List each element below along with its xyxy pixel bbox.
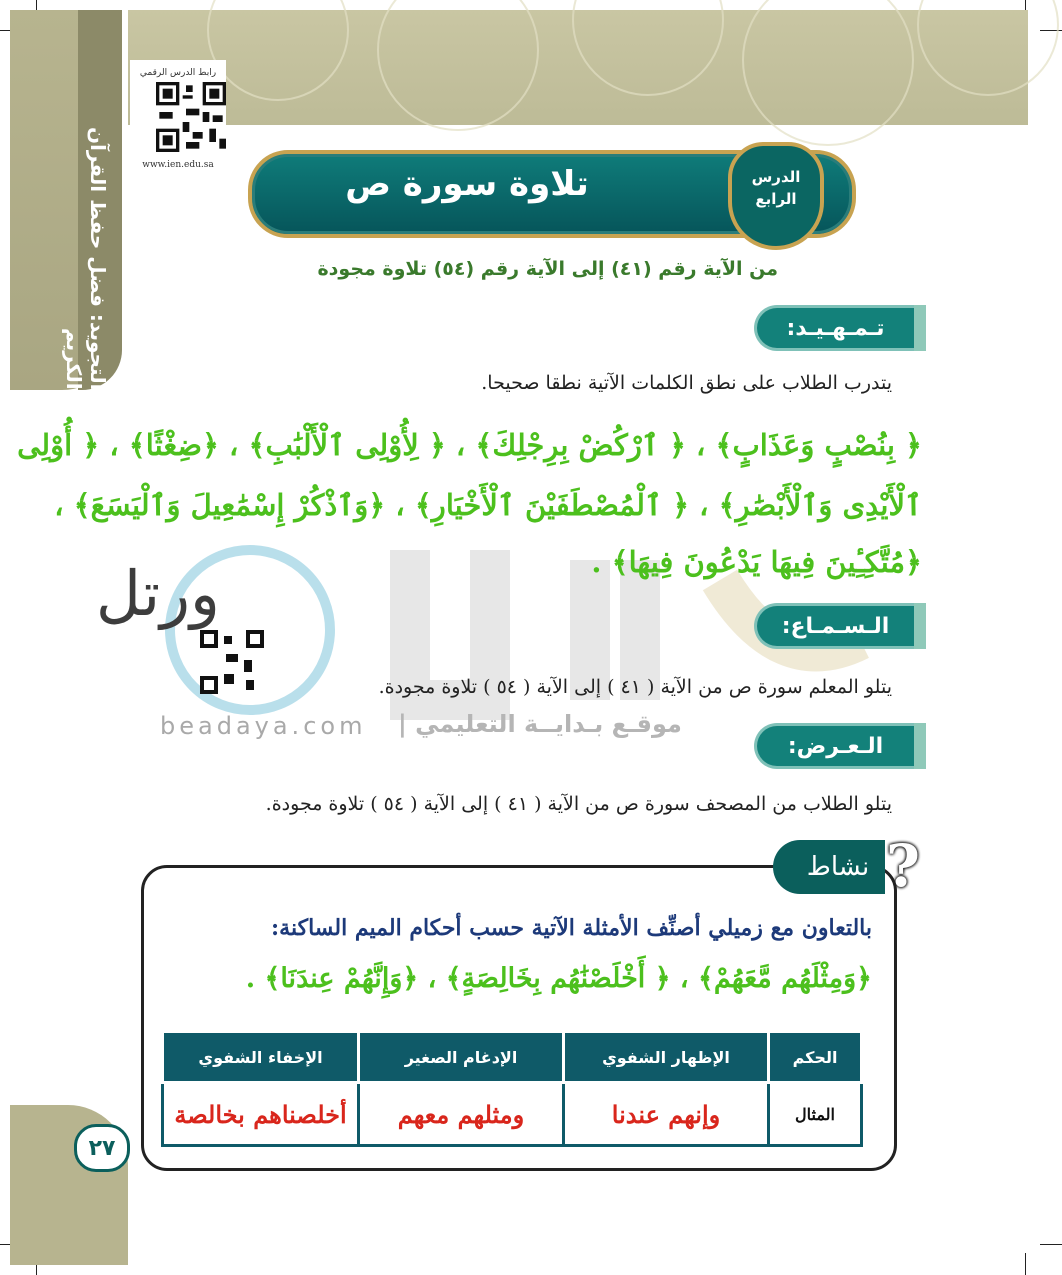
lesson-title: تلاوة سورة ص bbox=[345, 164, 589, 204]
activity-tab: نشاط bbox=[773, 840, 885, 894]
watermark-arabic: موقـع بـدايــة التعليمي | bbox=[398, 710, 682, 738]
quran-words-line1: ﴿ بِنُصْبٍ وَعَذَابٍ﴾ ، ﴿ ٱرْكُضْ بِرِجْلِكَ﴾ ، ﴿ لِأُوْلِى ٱلْأَلْبَٰبِ﴾ ، ﴿ضِغْثًا﴾ ، ﴿ أُوْلِى bbox=[17, 428, 922, 462]
wm-word: ورتل bbox=[95, 557, 220, 630]
badge-line2: الرابع bbox=[755, 190, 797, 208]
crop-mark bbox=[1040, 1244, 1062, 1245]
header-pattern-band bbox=[128, 10, 1028, 125]
listening-text: يتلو المعلم سورة ص من الآية ( ٤١ ) إلى الآية ( ٥٤ ) تلاوة مجودة. bbox=[378, 676, 892, 698]
intro-text: يتدرب الطلاب على نطق الكلمات الآتية نطقا صحيحا. bbox=[481, 372, 892, 394]
presentation-text: يتلو الطلاب من المصحف سورة ص من الآية ( ٤١ ) إلى الآية ( ٥٤ ) تلاوة مجودة. bbox=[265, 793, 892, 815]
watermark-latin: beadaya.com bbox=[160, 712, 367, 740]
activity-quran-examples: ﴿وَمِثْلَهُم مَّعَهُمْ﴾ ، ﴿ أَخْلَصْنَٰهُم بِخَالِصَةٍ﴾ ، ﴿وَإِنَّهُمْ عِندَنَا﴾ . bbox=[245, 963, 872, 994]
qr-url: www.ien.edu.sa bbox=[142, 160, 214, 170]
islamic-pattern bbox=[128, 10, 1028, 125]
lesson-subtitle: من الآية رقم (٤١) إلى الآية رقم (٥٤) تلاوة مجودة bbox=[317, 258, 778, 280]
qr-caption: رابط الدرس الرقمي bbox=[139, 68, 217, 78]
lesson-number-badge bbox=[728, 142, 824, 250]
chapter-title-vertical: التجويد: فضل حفظ القرآن الكريم bbox=[62, 126, 110, 390]
table-row bbox=[163, 1083, 862, 1146]
digital-lesson-qr[interactable] bbox=[130, 60, 226, 180]
quran-words-line3: ﴿مُتَّكِـِٔينَ فِيهَا يَدْعُونَ فِيهَا﴾ . bbox=[591, 545, 922, 579]
table-cell: ومثلهم معهم bbox=[359, 1083, 564, 1146]
table-header: الإخفاء الشفوي bbox=[163, 1032, 359, 1083]
wm-qr-icon bbox=[200, 630, 264, 694]
section-tab-intro: تـمـهـيـد: bbox=[754, 305, 914, 351]
meem-rules-table bbox=[161, 1030, 863, 1147]
activity-instruction: بالتعاون مع زميلي أصنِّف الأمثلة الآتية حسب أحكام الميم الساكنة: bbox=[271, 915, 872, 941]
badge-line1: الدرس bbox=[751, 168, 801, 186]
table-header: الحكم bbox=[769, 1032, 862, 1083]
crop-mark bbox=[1025, 1253, 1026, 1275]
table-header: الإظهار الشفوي bbox=[564, 1032, 769, 1083]
section-tab-presentation: الـعـرض: bbox=[754, 723, 914, 769]
question-mark-icon: ? bbox=[886, 832, 920, 900]
table-header-row bbox=[163, 1032, 862, 1083]
table-cell: المثال bbox=[769, 1083, 862, 1146]
table-cell: وإنهم عندنا bbox=[564, 1083, 769, 1146]
section-tab-listening: الـسـمـاع: bbox=[754, 603, 914, 649]
quran-words-line2: ٱلْأَيْدِى وَٱلْأَبْصَٰرِ﴾ ، ﴿ ٱلْمُصْطَفَيْنَ ٱلْأَخْيَارِ﴾ ، ﴿وَٱذْكُرْ إِسْمَٰعِيلَ وَٱلْيَسَعَ﴾ ، bbox=[54, 488, 922, 522]
qr-code-icon bbox=[156, 82, 226, 152]
page-number: ٢٧ bbox=[74, 1124, 130, 1172]
table-header: الإدغام الصغير bbox=[359, 1032, 564, 1083]
table-cell: أخلصناهم بخالصة bbox=[163, 1083, 359, 1146]
